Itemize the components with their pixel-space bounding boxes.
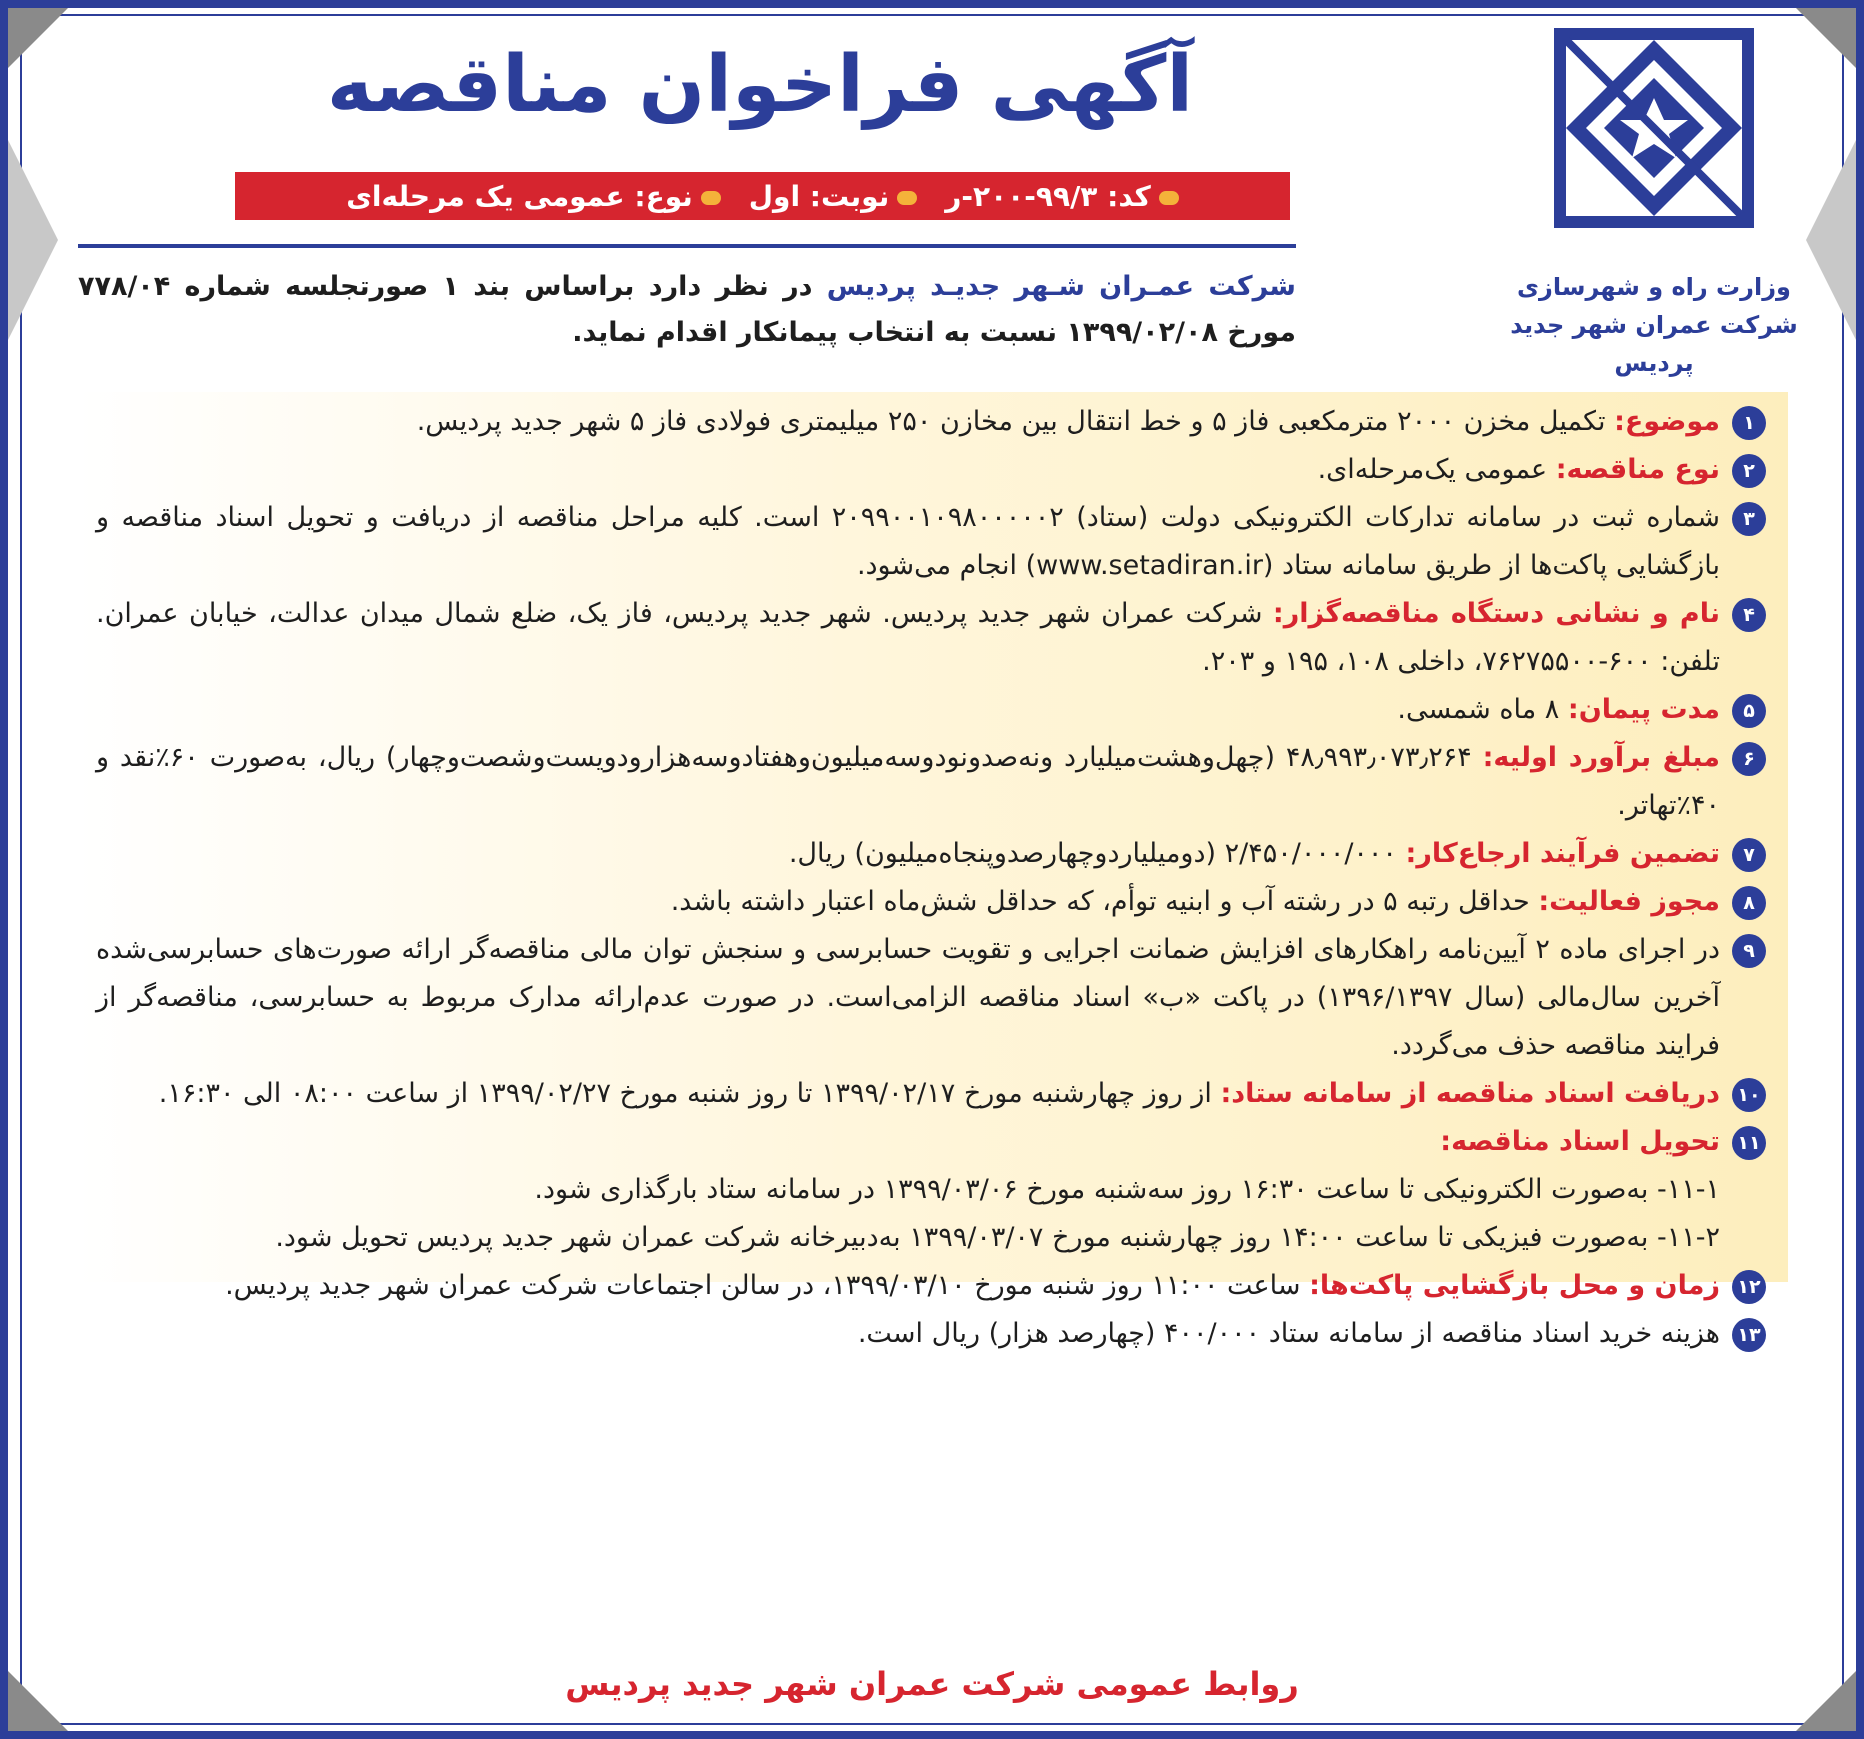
item-number: ۵ [1732, 694, 1766, 728]
list-item [96, 1262, 1766, 1310]
item-number: ۱۰ [1732, 1078, 1766, 1112]
side-decoration [8, 140, 58, 340]
item-number: ۴ [1732, 598, 1766, 632]
tender-code: کد: ۹۹/۳-۲۰۰-ر [945, 179, 1151, 213]
logo-caption [1504, 268, 1804, 382]
tender-items [96, 398, 1766, 1358]
intro-paragraph [78, 264, 1296, 356]
item-label: تضمین فرآیند ارجاع‌کار: [1405, 838, 1720, 869]
item-text: هزینه خرید اسناد مناقصه از سامانه ستاد ۴۰۰/۰۰۰ (چهارصد هزار) ریال است. [857, 1318, 1720, 1349]
list-item [96, 1070, 1766, 1118]
item-text: حداقل رتبه ۵ در رشته آب و ابنیه توأم، که حداقل شش‌ماه اعتبار داشته باشد. [670, 886, 1539, 917]
item-number: ۷ [1732, 838, 1766, 872]
item-label: نوع مناقصه: [1555, 454, 1720, 485]
bullet-icon [1159, 191, 1179, 205]
list-item [96, 686, 1766, 734]
item-text: ۲/۴۵۰/۰۰۰/۰۰۰ (دومیلیاردوچهارصدوپنجاه‌میلیون) ریال. [788, 838, 1406, 869]
item-label: نام و نشانی دستگاه مناقصه‌گزار: [1272, 598, 1720, 629]
item-number: ۶ [1732, 742, 1766, 776]
item-number: ۹ [1732, 934, 1766, 968]
code-field [945, 180, 1179, 213]
tender-round: نوبت: اول [748, 179, 890, 213]
item-label: تحویل اسناد مناقصه: [1440, 1126, 1720, 1157]
item-number: ۱۲ [1732, 1270, 1766, 1304]
item-number: ۳ [1732, 502, 1766, 536]
item-text: ۴۸٫۹۹۳٫۰۷۳٫۲۶۴ (چهل‌وهشت‌میلیارد ونه‌صدونودوسه‌میلیون‌وهفتادوسه‌هزار‌ودویست‌وشصت‌وچهار) ریال، به‌صورت ۶۰٪نقد و ۴۰٪تهاتر. [96, 742, 1720, 821]
bullet-icon [897, 191, 917, 205]
list-item [96, 590, 1766, 686]
list-item [96, 446, 1766, 494]
item-text: از روز چهارشنبه مورخ ۱۳۹۹/۰۲/۱۷ تا روز شنبه مورخ ۱۳۹۹/۰۲/۲۷ از ساعت ۰۸:۰۰ الی ۱۶:۳۰. [158, 1078, 1221, 1109]
item-text: ۸ ماه شمسی. [1397, 694, 1568, 725]
item-text: ساعت ۱۱:۰۰ روز شنبه مورخ ۱۳۹۹/۰۳/۱۰، در سالن اجتماعات شرکت عمران شهر جدید پردیس. [225, 1270, 1310, 1301]
intro-text: در نظر دارد براساس بند ۱ صورتجلسه شماره ۷۷۸/۰۴ مورخ ۱۳۹۹/۰۲/۰۸ نسبت به انتخاب پیمانکار اقدام نماید. [78, 271, 1296, 348]
item-label: دریافت اسناد مناقصه از سامانه ستاد: [1220, 1078, 1720, 1109]
item-label: مجوز فعالیت: [1538, 886, 1720, 917]
item-number: ۲ [1732, 454, 1766, 488]
list-item [96, 1118, 1766, 1166]
list-item [96, 830, 1766, 878]
type-field [346, 180, 721, 213]
list-item [96, 926, 1766, 1070]
item-text: شرکت عمران شهر جدید پردیس. شهر جدید پردیس، فاز یک، ضلع شمال میدان عدالت، خیابان عمران. تلفن: ۶۰۰-۷۶۲۷۵۵۰۰، داخلی ۱۰۸، ۱۹۵ و ۲۰۳. [96, 598, 1720, 677]
intro-company: شرکت عمـران شـهر جدیـد پردیس [826, 271, 1296, 302]
ministry-name: وزارت راه و شهرسازی [1517, 273, 1791, 301]
round-field [749, 180, 917, 213]
list-item [96, 878, 1766, 926]
ministry-logo [1524, 28, 1784, 258]
list-item [96, 1310, 1766, 1358]
item-label: موضوع: [1614, 406, 1720, 437]
item-text: عمومی یک‌مرحله‌ای. [1317, 454, 1556, 485]
corner-decoration [1796, 8, 1856, 68]
sub-item: ۱۱-۲- به‌صورت فیزیکی تا ساعت ۱۴:۰۰ روز چهارشنبه مورخ ۱۳۹۹/۰۳/۰۷ به‌دبیرخانه شرکت عمران شهر جدید پردیس تحویل شود. [275, 1222, 1720, 1253]
side-decoration [1806, 140, 1856, 340]
item-text: تکمیل مخزن ۲۰۰۰ مترمکعبی فاز ۵ و خط انتقال بین مخازن ۲۵۰ میلیمتری فولادی فاز ۵ شهر جدید پردیس. [416, 406, 1615, 437]
item-number: ۱ [1732, 406, 1766, 440]
tender-info-bar [235, 172, 1290, 220]
item-number: ۱۳ [1732, 1318, 1766, 1352]
divider [78, 244, 1296, 248]
corner-decoration [8, 8, 68, 68]
page-title: آگهی فراخوان مناقصه [326, 40, 1194, 130]
item-label: مبلغ برآورد اولیه: [1482, 742, 1720, 773]
item-text: شماره ثبت در سامانه تدارکات الکترونیکی دولت (ستاد) ۲۰۹۹۰۰۱۰۹۸۰۰۰۰۰۲ است. کلیه مراحل مناقصه از دریافت و تحویل اسناد مناقصه و بازگشایی پاکت‌ها از طریق سامانه ستاد (www.setadiran.ir) انجام می‌شود. [96, 502, 1720, 581]
item-text: در اجرای ماده ۲ آیین‌نامه راهکارهای افزایش ضمانت اجرایی و تقویت حسابرسی و سنجش توان مالی مناقصه‌گر ارائه صورت‌های حسابرسی‌شده آخرین سال‌مالی (سال ۱۳۹۶/۱۳۹۷) در پاکت «ب» اسناد مناقصه الزامی‌است. در صورت عدم‌ارائه مدارک مربوط به حسابرسی، مناقصه‌گر از فرایند مناقصه حذف می‌گردد. [96, 934, 1720, 1061]
company-name: شرکت عمران شهر جدید پردیس [1510, 311, 1798, 377]
list-item [96, 734, 1766, 830]
item-number: ۱۱ [1732, 1126, 1766, 1160]
list-item [96, 494, 1766, 590]
footer-signature: روابط عمومی شرکت عمران شهر جدید پردیس [565, 1665, 1299, 1703]
list-item [96, 398, 1766, 446]
bullet-icon [701, 191, 721, 205]
item-label: مدت پیمان: [1567, 694, 1720, 725]
sub-item: ۱۱-۱- به‌صورت الکترونیکی تا ساعت ۱۶:۳۰ روز سه‌شنبه مورخ ۱۳۹۹/۰۳/۰۶ در سامانه ستاد بارگذاری شود. [534, 1174, 1720, 1205]
item-label: زمان و محل بازگشایی پاکت‌ها: [1309, 1270, 1720, 1301]
tender-type: نوع: عمومی یک مرحله‌ای [346, 179, 693, 213]
item-number: ۸ [1732, 886, 1766, 920]
